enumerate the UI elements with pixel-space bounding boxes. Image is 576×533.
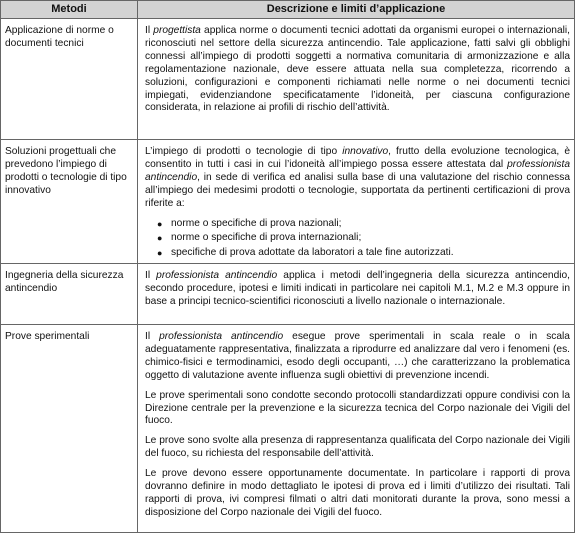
table-row [1, 264, 575, 325]
table-row [1, 140, 575, 264]
list-item: ● specifiche di prova adottate da laboratori a tale fine autorizzati. [159, 247, 570, 260]
text-run: , frutto della evoluzione tecnologica, è consentito in tutti i casi in cui l’idoneità all’impiego possa essere attestata dal [145, 146, 571, 170]
description-paragraph: Le prove devono essere opportunamente documentate. In particolare i rapporti di prova dovranno definire in modo dettagliato le ipotesi di prova ed i limiti d’utilizzo dei risultati. Tali rapporti di prova, ivi compresi filmati o altri dati monitorati durante la prova, sono messi a disposizione del Corpo nazionale dei Vigili del fuoco. [145, 468, 570, 518]
method-cell: Ingegneria della sicurezza antincendio [1, 264, 138, 325]
text-run: esegue prove sperimentali in scala reale o in scala adeguatamente rappresentativa, finalizzata a riprodurre ed analizzare dal vero i fenomeni (es. chimico-fisici e termodinamici, esodo degli occupanti, …) che caratterizzano la problematica oggetto di valutazione avente influenza sugli obiettivi di prevenzione incendi. [145, 331, 570, 381]
list-item: ● norme o specifiche di prova internazionali; [159, 232, 570, 245]
table-row [1, 325, 575, 533]
text-run: L’impiego di prodotti o tecnologie di tipo [145, 146, 343, 157]
description-cell [138, 264, 575, 325]
italic-term: professionista antincendio [159, 331, 284, 342]
bullet-list [145, 218, 570, 261]
text-run: Il [145, 25, 154, 36]
description-cell [138, 140, 575, 264]
description-paragraph [145, 270, 570, 309]
italic-term: innovativo [342, 146, 389, 157]
method-cell: Applicazione di norme o documenti tecnici [1, 19, 138, 140]
text-run: Il [145, 331, 160, 342]
description-paragraph: Le prove sono svolte alla presenza di rappresentanza qualificata del Corpo nazionale dei Vigili del fuoco, su richiesta del responsabile dell’attività. [145, 435, 570, 460]
description-paragraph [145, 331, 570, 383]
table-row [1, 19, 575, 140]
method-cell: Soluzioni progettuali che prevedono l’impiego di prodotti o tecnologie di tipo innovativo [1, 140, 138, 264]
italic-term: progettista [153, 25, 201, 36]
description-cell [138, 325, 575, 533]
italic-term: professionista antincendio [156, 270, 278, 281]
text-run: applica norme o documenti tecnici adottati da organismi europei o internazionali, riconosciuti nel settore della sicurezza antincendio. Tale applicazione, fatti salvi gli obblighi connessi all’impiego di prodotti soggetti a normativa comunitaria di armonizzazione e alla regolamentazione nazionale, deve essere attuata nella sua completezza, ricorrendo a soluzioni, configurazioni e componenti richiamati nelle norme o nei documenti tecnici impiegati, evidenziandone specificatamente l’idoneità, per ciascuna configurazione considerata, in relazione ai profili di rischio dell’attività. [145, 25, 570, 114]
method-cell: Prove sperimentali [1, 325, 138, 533]
header-metodi: Metodi [1, 1, 138, 19]
header-descrizione: Descrizione e limiti d’applicazione [138, 1, 575, 19]
text-run: applica i metodi dell’ingegneria della sicurezza antincendio, secondo procedure, ipotesi e limiti indicati in particolare nei capitoli M.1, M.2 e M.3 oppure in base a principi tecnico-scientifici riconosciuti a livello nazionale o internazionale. [145, 270, 570, 307]
description-cell [138, 19, 575, 140]
description-paragraph [145, 25, 570, 115]
text-run: , in sede di verifica ed analisi sulla base di una valutazione del rischio connessa all’impiego dei medesimi prodotti o tecnologie, supportata da pertinenti certificazioni di prova riferite a: [145, 171, 570, 209]
list-item: ● norme o specifiche di prova nazionali; [159, 218, 570, 231]
description-paragraph: Le prove sperimentali sono condotte secondo protocolli standardizzati oppure condivisi con la Direzione centrale per la prevenzione e la sicurezza tecnica del Corpo nazionale dei Vigili del fuoco. [145, 389, 570, 427]
text-run: Il [145, 270, 157, 281]
table-header-row [1, 1, 575, 19]
italic-term: professionista antincendio [145, 158, 570, 183]
description-paragraph [145, 146, 570, 211]
